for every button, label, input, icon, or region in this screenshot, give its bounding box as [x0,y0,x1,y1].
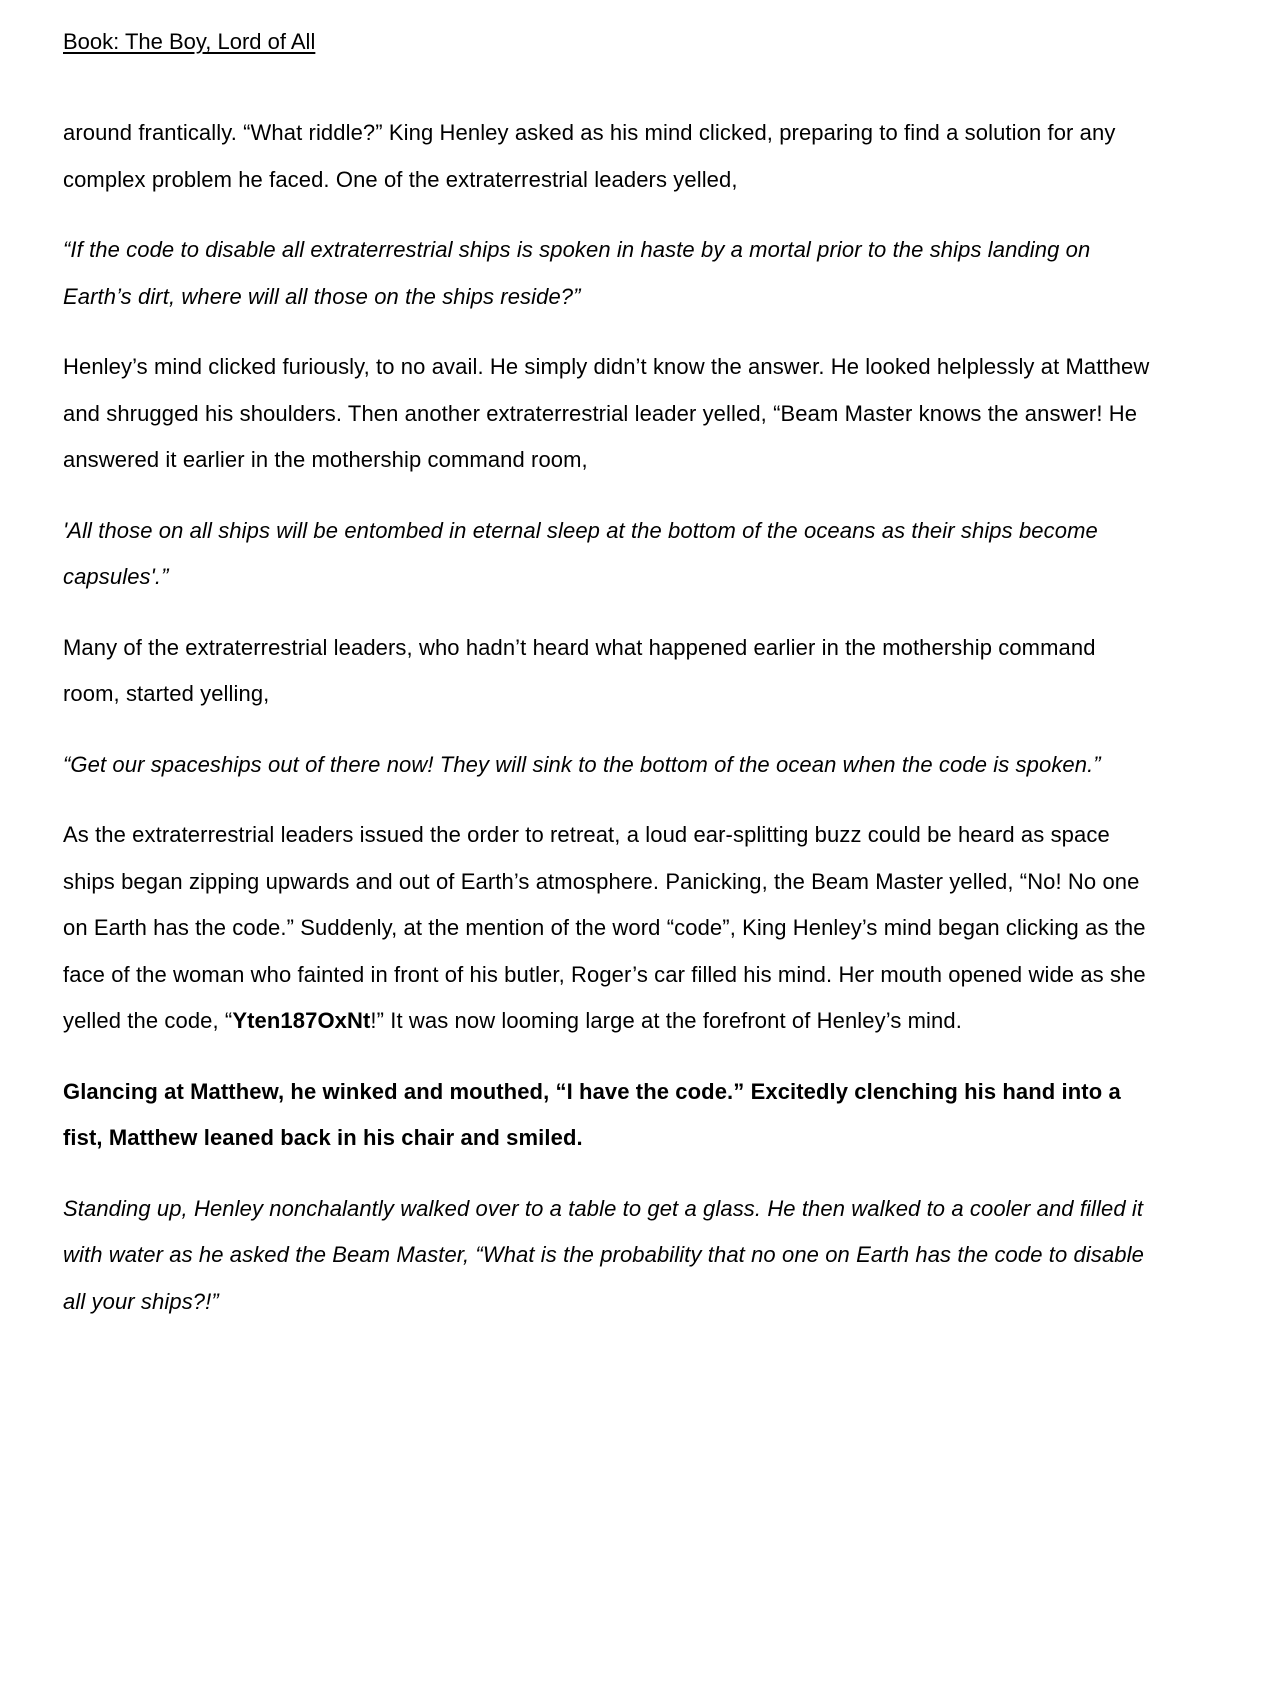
paragraph-text: around frantically. “What riddle?” King Henley asked as his mind clicked, preparing to find a solution for any complex problem he faced. One of the extraterrestrial leaders yelled, [63,120,1116,192]
paragraph [63,227,1152,320]
book-title: Book: The Boy, Lord of All [63,29,316,54]
code-text: Yten187OxNt [232,1008,371,1033]
paragraph [63,110,1152,203]
paragraph-text: “If the code to disable all extraterrestrial ships is spoken in haste by a mortal prior to the ships landing on Earth’s dirt, where will all those on the ships reside?” [63,237,1091,309]
paragraph-text: 'All those on all ships will be entombed in eternal sleep at the bottom of the oceans as their ships become capsules'.” [63,517,1098,589]
paragraph [63,1069,1152,1162]
paragraph [63,508,1152,601]
paragraph-text: Many of the extraterrestrial leaders, who hadn’t heard what happened earlier in the mothership command room, started yelling, [63,634,1096,706]
book-content [63,110,1152,1325]
paragraph [63,625,1152,718]
paragraph-text: Glancing at Matthew, he winked and mouthed, “I have the code.” Excitedly clenching his hand into a fist, Matthew leaned back in his chair and smiled. [63,1078,1121,1150]
paragraph-text: As the extraterrestrial leaders issued the order to retreat, a loud ear-splitting buzz could be heard as space ships began zipping upwards and out of Earth’s atmosphere. Panicking, the Beam Master yelled, “No! No one on Earth has the code.” Suddenly, at the mention of the word “code”, King Henley’s mind began clicking as the face of the woman who fainted in front of his butler, Roger’s car filled his mind. Her mouth opened wide as she yelled the code, “ [63,822,1146,1033]
paragraph-text: “Get our spaceships out of there now! They will sink to the bottom of the ocean when the code is spoken.” [63,751,1101,777]
paragraph [63,812,1152,1045]
paragraph [63,1186,1152,1326]
paragraph-text: Henley’s mind clicked furiously, to no avail. He simply didn’t know the answer. He looked helplessly at Matthew and shrugged his shoulders. Then another extraterrestrial leader yelled, “Beam Master knows the answer! He answered it earlier in the mothership command room, [63,354,1150,472]
paragraph [63,742,1152,789]
paragraph-text: !” It was now looming large at the forefront of Henley’s mind. [370,1008,962,1033]
paragraph [63,344,1152,484]
paragraph-text: Standing up, Henley nonchalantly walked over to a table to get a glass. He then walked to a cooler and filled it with water as he asked the Beam Master, “What is the probability that no one on Earth has the code to disable all your ships?!” [63,1195,1144,1314]
